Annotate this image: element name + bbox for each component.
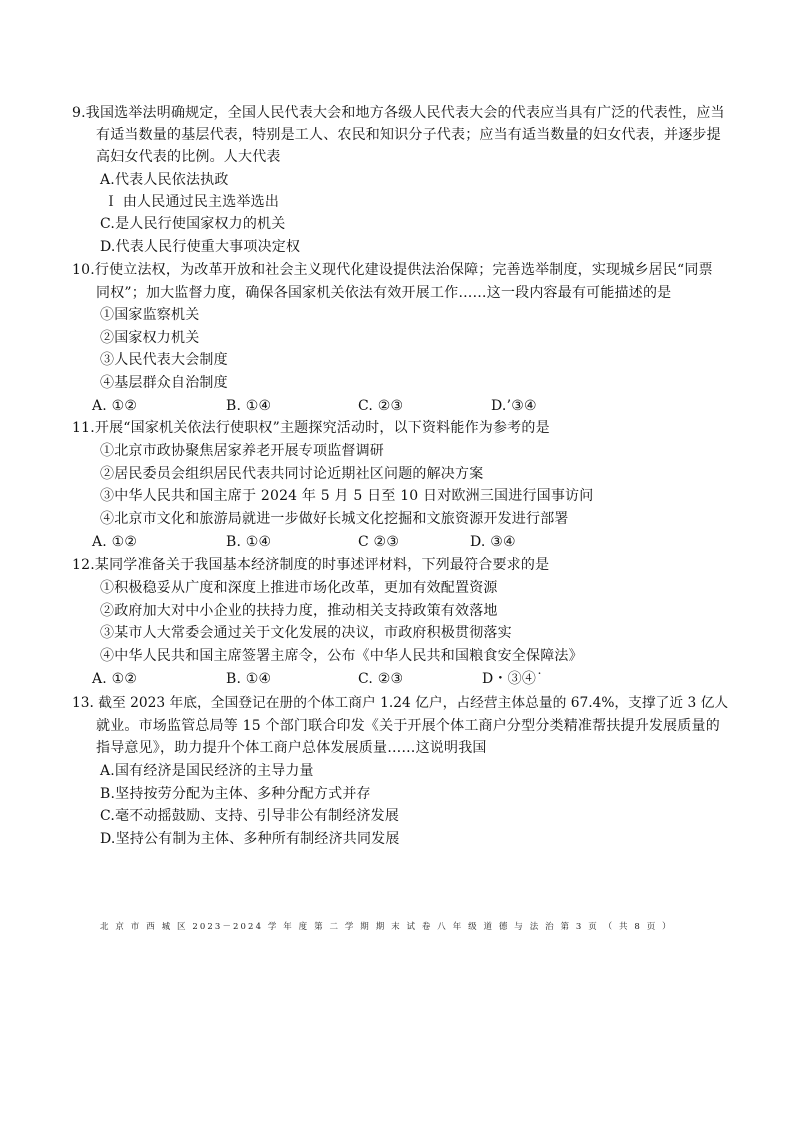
question-11-choice-c: C ②③ xyxy=(358,534,400,550)
question-12-item-2: ②政府加大对中小企业的扶持力度，推动相关支持政策有效落地 xyxy=(100,603,498,619)
question-9-option-d: D.代表人民行使重大事项决定权 xyxy=(100,239,301,255)
question-13-stem-line-3: 指导意见》，助力提升个体工商户总体发展质量……这说明我国 xyxy=(96,740,487,756)
question-9-stem-line-2: 有适当数量的基层代表，特别是工人、农民和知识分子代表；应当有适当数量的妇女代表，并逐步提 xyxy=(96,127,721,143)
question-10-item-1: ①国家监察机关 xyxy=(100,307,200,323)
question-10-choice-b: B. ①④ xyxy=(226,398,272,414)
page-footer: 北 京 市 西 城 区 2023－2024 学 年 度 第 二 学 期 期 末 试 卷 八 年 级 道 德 与 法 治 第 3 页 （ 共 8 页 ） xyxy=(100,922,673,932)
question-10-stem-line-1: 10.行使立法权，为改革开放和社会主义现代化建设提供法治保障；完善选举制度，实现城乡居民“同票 xyxy=(72,262,713,278)
question-12-item-3: ③某市人大常委会通过关于文化发展的决议，市政府积极贯彻落实 xyxy=(100,625,512,641)
question-11-choice-a: A. ①② xyxy=(92,534,138,550)
question-12-item-4: ④中华人民共和国主席签署主席令，公布《中华人民共和国粮食安全保障法》 xyxy=(100,648,583,664)
question-11-item-3: ③中华人民共和国主席于 2024 年 5 月 5 日至 10 日对欧洲三国进行国事访问 xyxy=(100,488,594,504)
question-10-stem-line-2: 同权”；加大监督力度，确保各国家机关依法有效开展工作……这一段内容最有可能描述的是 xyxy=(96,285,672,301)
question-11-item-1: ①北京市政协聚焦居家养老开展专项监督调研 xyxy=(100,443,384,459)
question-13-stem-line-1: 13. 截至 2023 年底，全国登记在册的个体工商户 1.24 亿户，占经营主体总量的 67.4%，支撑了近 3 亿人 xyxy=(72,695,729,711)
question-9-option-b: Ｉ 由人民通过民主选举选出 xyxy=(104,194,280,210)
question-11-choice-b: B. ①④ xyxy=(226,534,272,550)
question-13-option-c: C.毫不动摇鼓励、支持、引导非公有制经济发展 xyxy=(100,808,400,824)
question-9-option-c: C.是人民行使国家权力的机关 xyxy=(100,216,286,232)
question-12-choice-b: B. ①④ xyxy=(226,671,272,687)
question-9-option-a: A.代表人民依法执政 xyxy=(100,172,229,188)
question-12-choice-a: A. ①② xyxy=(92,671,138,687)
question-12-choice-d: D・③④˙ xyxy=(482,671,544,687)
question-13-stem-line-2: 就业。市场监管总局等 15 个部门联合印发《关于开展个体工商户分型分类精准帮扶提升发展质量的 xyxy=(96,718,720,734)
question-13-option-d: D.坚持公有制为主体、多种所有制经济共同发展 xyxy=(100,831,400,847)
question-13-option-b: B.坚持按劳分配为主体、多种分配方式并存 xyxy=(100,786,371,802)
question-9-stem-line-1: 9.我国选举法明确规定，全国人民代表大会和地方各级人民代表大会的代表应当具有广泛的代表性，应当 xyxy=(72,105,725,121)
question-13-option-a: A.国有经济是国民经济的主导力量 xyxy=(100,763,314,779)
question-12-choice-c: C. ②③ xyxy=(358,671,404,687)
question-12-item-1: ①积极稳妥从广度和深度上推进市场化改革，更加有效配置资源 xyxy=(100,580,498,596)
question-10-choice-a: A. ①② xyxy=(92,398,138,414)
question-11-choice-d: D. ③④ xyxy=(470,534,516,550)
question-9-stem-line-3: 高妇女代表的比例。人大代表 xyxy=(96,149,281,165)
question-10-item-4: ④基层群众自治制度 xyxy=(100,375,228,391)
question-10-choice-d: D.’③④ xyxy=(491,398,537,414)
question-11-item-4: ④北京市文化和旅游局就进一步做好长城文化挖掘和文旅资源开发进行部署 xyxy=(100,511,569,527)
question-10-choice-c: C. ②③ xyxy=(358,398,404,414)
question-12-stem: 12.某同学准备关于我国基本经济制度的时事述评材料，下列最符合要求的是 xyxy=(72,557,550,573)
question-11-stem: 11.开展“国家机关依法行使职权”主题探究活动时，以下资料能作为参考的是 xyxy=(72,420,550,436)
question-10-item-3: ③人民代表大会制度 xyxy=(100,352,228,368)
question-10-item-2: ②国家权力机关 xyxy=(100,330,200,346)
question-11-item-2: ②居民委员会组织居民代表共同讨论近期社区问题的解决方案 xyxy=(100,466,484,482)
